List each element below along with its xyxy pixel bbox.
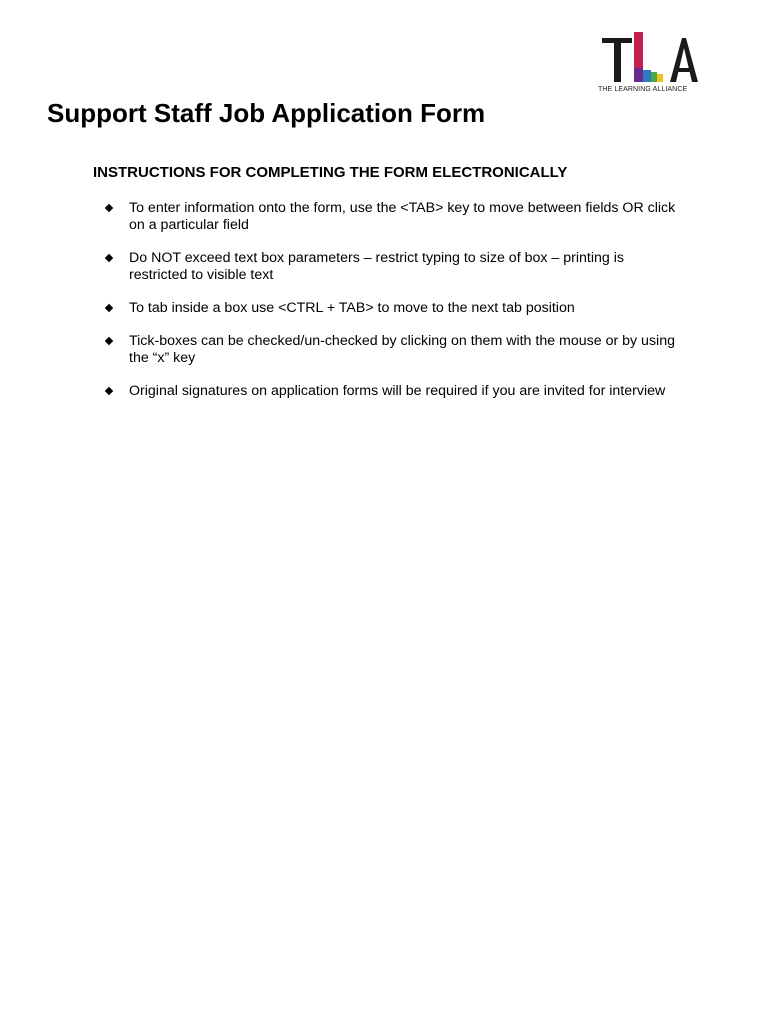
list-item: [104, 250, 684, 284]
list-item: [104, 200, 684, 234]
diamond-bullet-icon: [105, 204, 113, 212]
list-item: [104, 383, 684, 400]
tla-logo: [598, 30, 702, 98]
instruction-text: To tab inside a box use <CTRL + TAB> to move to the next tab position: [129, 300, 575, 316]
tla-logo-mark-icon: [598, 30, 702, 84]
logo-caption: THE LEARNING ALLIANCE: [598, 86, 688, 93]
instruction-text: To enter information onto the form, use the <TAB> key to move between fields OR click on a particular field: [129, 200, 676, 233]
diamond-bullet-icon: [105, 254, 113, 262]
instruction-text: Original signatures on application forms will be required if you are invited for interview: [129, 383, 666, 399]
instruction-list: [104, 200, 684, 416]
diamond-bullet-icon: [105, 337, 113, 345]
instruction-text: Do NOT exceed text box parameters – restrict typing to size of box – printing is restricted to visible text: [129, 250, 624, 283]
diamond-bullet-icon: [105, 387, 113, 395]
list-item: [104, 333, 684, 367]
page-title: Support Staff Job Application Form: [47, 98, 486, 128]
instructions-heading: INSTRUCTIONS FOR COMPLETING THE FORM ELECTRONICALLY: [93, 164, 568, 181]
instruction-text: Tick-boxes can be checked/un-checked by clicking on them with the mouse or by using the “x” key: [129, 333, 675, 366]
diamond-bullet-icon: [105, 304, 113, 312]
list-item: [104, 300, 684, 317]
